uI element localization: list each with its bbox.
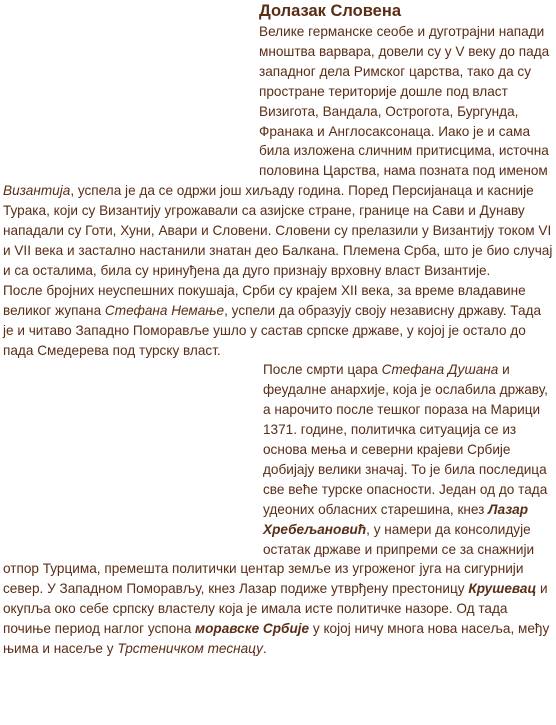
term-moravian-serbia: моравске Србије xyxy=(195,621,310,637)
term-lazar: Лазар Хребељановић xyxy=(263,501,529,537)
text-run: у којој ничу многа нова насеља, међу њима и насеље у xyxy=(3,621,550,657)
text-run: После бројних неуспешних покушаја, Срби су крајем XII века, за време владавине великог жупана xyxy=(3,282,526,318)
term-trstenik-gorge: Трстеничком теснацу xyxy=(117,641,263,657)
text-run: . xyxy=(262,641,267,657)
image-placeholder-middle xyxy=(3,360,263,547)
term-byzantium: Византија xyxy=(3,183,71,199)
text-run: После смрти цара xyxy=(263,362,382,378)
paragraph-serbian-state xyxy=(3,281,553,361)
text-run: и окупља око себе српску властелу која је имала исте политичке назоре. Од тада почиње период наглог успона xyxy=(3,581,548,637)
text-run: , успела је да се одржи још хиљаду година. Поред Персијанаца и касније Турака, који су Византију угрожавали са азијске стране, границе на Сави и Дунаву нападали су Готи, Хуни, Авари и Словени. Словени су прелазили у Византију током VI и VII века и застално настанили знатан део Балкана. Племена Срба, што је био случај и са осталима, била су нринуђена да дуго признају врховну власт Византије. xyxy=(3,183,553,278)
text-run: , успели да образују своју независну државу. Тада је и читаво Западно Поморавље ушло у састав српске државе, у којој је остало до пада Смедерева под турску власт. xyxy=(3,302,542,358)
article-title: Долазак Словена xyxy=(259,2,401,20)
term-stefan-nemanja: Стефана Немање xyxy=(104,302,225,318)
text-run: и феудалне анархије, која је ослабила државу, а нарочито после тешког пораза на Марици 1371. године, политичка ситуација се из основа мења и северни крајеви Србије добијају велики значај. То је била последица све веће турске опасности. Један од до тада удеоних обласних старешина, кнез xyxy=(263,362,548,517)
image-placeholder-top xyxy=(3,0,259,162)
term-stefan-dusan: Стефана Душана xyxy=(381,362,499,378)
text-run: Велике германске сеобе и дуготрајни напади мноштва варвара, довели су у V веку до пада западног дела Римског царства, тако да су простране територије дошле под власт Визигота, Вандала, Острогота, Бургунда, Франака и Англосаксонаца. Иако је и сама била изложена сличним притисцима, источна половина Царства, нама позната под именом xyxy=(259,24,550,179)
term-krusevac: Крушевац xyxy=(468,581,537,597)
text-run: , у намери да консолидује остатак државе и припреми се за снажнији отпор Турцима, премешта политички центар земље из угроженог југа на сигурнији север. У Западном Поморављу, кнез Лазар подиже утврђену престоницу xyxy=(3,521,535,597)
